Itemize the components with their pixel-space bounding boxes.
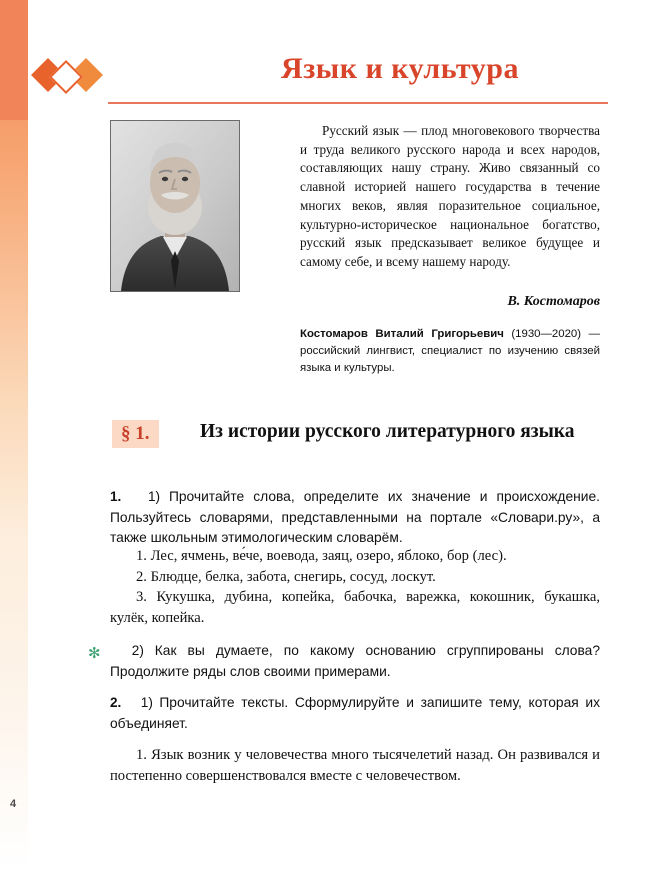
- title-divider: [108, 102, 608, 104]
- exercise-1-word-lists: [110, 546, 600, 629]
- page-side-stripe-accent: [0, 0, 28, 120]
- exercise-1-number: 1.: [110, 489, 122, 504]
- author-bio-name: Костомаров Виталий Григорьевич: [300, 328, 504, 340]
- exercise-2-text: Прочитайте тексты. Сформулируйте и запишите тему, которая их объединяет.: [110, 695, 600, 731]
- page-title: Язык и культура: [281, 52, 519, 85]
- section-title: Из истории русского литературного языка: [200, 421, 575, 442]
- author-bio: [300, 326, 600, 377]
- exercise-2-sub: 1): [140, 695, 153, 710]
- exercise-1: [110, 487, 600, 549]
- exercise-1-part2-text: Как вы думаете, по какому основанию сгруппированы слова? Продолжите ряды слов своими примерами.: [110, 643, 601, 679]
- exercise-1-part2-sub: 2): [131, 643, 144, 658]
- page-side-stripe: [0, 0, 28, 869]
- word-list-item: 1. Лес, ячмень, ве́че, воевода, заяц, озеро, яблоко, бор (лес).: [136, 548, 507, 564]
- word-list-item: 2. Блюдце, белка, забота, снегирь, сосуд, лоскут.: [136, 568, 436, 585]
- author-bio-text: (1930—2020) — российский лингвист, специалист по изучению связей языка и культуры.: [300, 328, 600, 375]
- page-number: 4: [10, 798, 17, 810]
- epigraph-quote: Русский язык — плод многовекового творчества и труда великого русского народа и всех народов, составляющих нашу страну. Живо связанный со славной историей нашего государства в течение многих веков, являя поразительное социальное, культурно-историческое национальное богатство, русский язык предсказывает великое будущее и самому себе, и всему нашему народу.: [300, 123, 600, 270]
- section-number-badge: § 1.: [112, 420, 159, 448]
- exercise-1-part2: [110, 641, 600, 682]
- exercise-2-text-1: 1. Язык возник у человечества много тысячелетий назад. Он развивался и постепенно совершенствовался вместе с человечеством.: [110, 747, 600, 784]
- word-list-item: 3. Кукушка, дубина, копейка, бабочка, варежка, кокошник, букашка, кулёк, копейка.: [110, 589, 600, 627]
- asterisk-marker-icon: ✻: [88, 645, 101, 662]
- epigraph-author: В. Костомаров: [507, 294, 600, 309]
- exercise-2-number: 2.: [110, 695, 122, 710]
- diamond-ornament-icon: [36, 58, 98, 92]
- exercise-2: [110, 693, 600, 734]
- portrait-photo: [110, 120, 240, 292]
- exercise-1-sub: 1): [147, 489, 161, 504]
- exercise-1-text: Прочитайте слова, определите их значение и происхождение. Пользуйтесь словарями, представленными на портале «Словари.ру», а также школьным этимологическим словарём.: [110, 489, 600, 546]
